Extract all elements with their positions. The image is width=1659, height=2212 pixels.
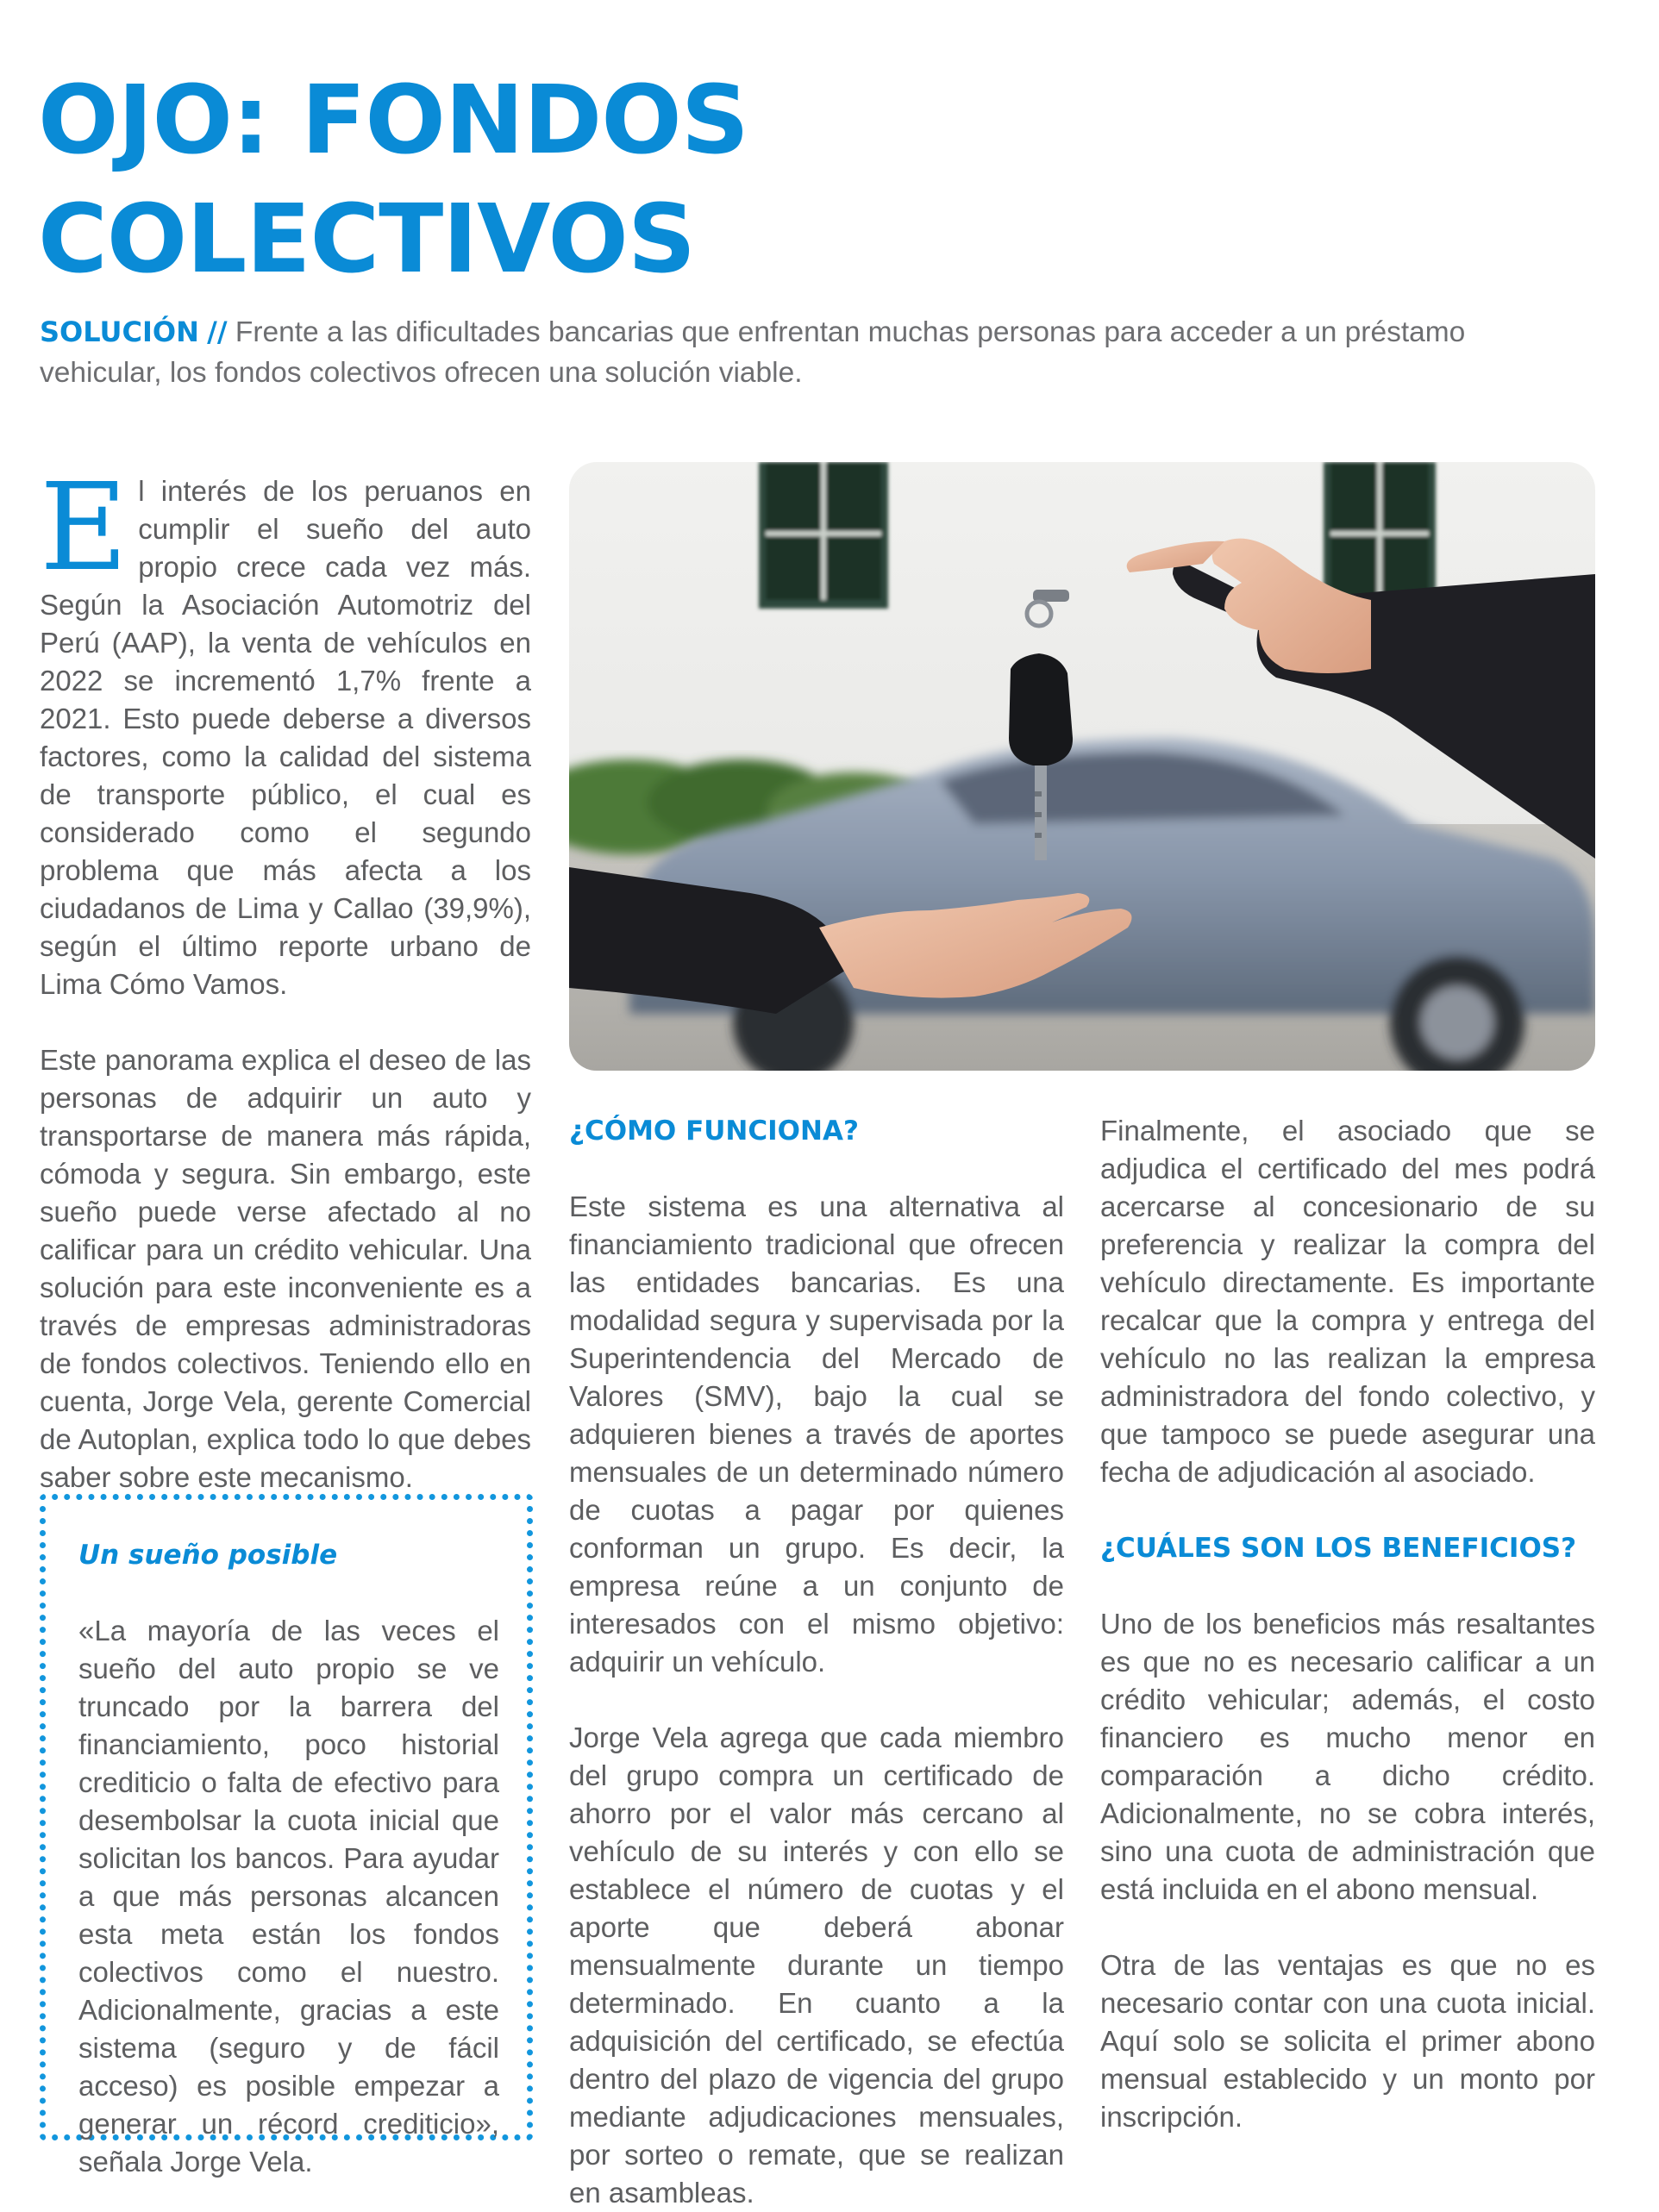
col3-paragraph-2: Uno de los beneficios más resaltantes es que no es necesario calificar a un crédito vehicular; además, el costo financiero es mucho menor en comparación a dicho crédito. Adicionalmente, no se cobra interés, sino una cuota de administración que está incluida en el abono mensual.: [1100, 1608, 1595, 1905]
quote-box-title: Un sueño posible: [78, 1540, 338, 1571]
col1-paragraph-1: [40, 458, 531, 1003]
quote-box-text: «La mayoría de las veces el sueño del auto propio se ve truncado por la barrera del financiamiento, poco historial crediticio o falta de efectivo para desembolsar la cuota inicial que solicitan los bancos. Para ayudar a que más personas alcancen esta meta están los fondos colectivos como el nuestro. Adicionalmente, gracias a este sistema (seguro y de fácil acceso) es posible empezar a generar un récord crediticio», señala Jorge Vela.: [78, 1615, 499, 2178]
title-line-2: COLECTIVOS: [38, 184, 696, 294]
intro-label: SOLUCIÓN: [40, 316, 199, 348]
car-keys-photo: [569, 462, 1595, 1071]
col2-paragraph-1: Este sistema es una alternativa al financiamiento tradicional que ofrecen las entidades bancarias. Es una modalidad segura y supervisada por la Superintendencia del Mercado de Valores (SMV), bajo la cual se adquieren bienes a través de aportes mensuales de un determinado número de cuotas a pagar por quienes conforman un grupo. Es decir, la empresa reúne a un conjunto de interesados con el mismo objetivo: adquirir un vehículo.: [569, 1190, 1064, 1678]
car-keys-illustration: [569, 462, 1595, 1071]
page-title: [38, 60, 1073, 298]
column-2: [569, 1112, 1064, 2212]
col1-paragraph-2: Este panorama explica el deseo de las personas de adquirir un auto y transportarse de manera más rápida, cómoda y segura. Sin embargo, este sueño puede verse afectado al no calificar para un crédito vehicular. Una solución para este inconveniente es a través de empresas administradoras de fondos colectivos. Teniendo ello en cuenta, Jorge Vela, gerente Comercial de Autoplan, explica todo lo que debes saber sobre este mecanismo.: [40, 1044, 531, 1493]
heading-como-funciona: ¿CÓMO FUNCIONA?: [569, 1115, 859, 1147]
column-3: [1100, 1112, 1595, 2136]
intro-deck: [40, 312, 1592, 393]
quote-box: [40, 1494, 533, 2178]
col3-paragraph-3: Otra de las ventajas es que no es necesario contar con una cuota inicial. Aquí solo se solicita el primer abono mensual establecido y un monto por inscripción.: [1100, 1949, 1595, 2133]
col3-paragraph-1: Finalmente, el asociado que se adjudica el certificado del mes podrá acercarse al concesionario de su preferencia y realizar la compra del vehículo directamente. Es importante recalcar que la compra y entrega del vehículo no las realizan la empresa administradora del fondo colectivo, y que tampoco se puede asegurar una fecha de adjudicación al asociado.: [1100, 1115, 1595, 1488]
column-1: [40, 458, 531, 1497]
col2-paragraph-2: Jorge Vela agrega que cada miembro del grupo compra un certificado de ahorro por el valor más cercano al vehículo de su interés y con ello se establece el número de cuotas y el aporte que deberá abonar mensualmente durante un tiempo determinado. En cuanto a la adquisición del certificado, se efectúa dentro del plazo de vigencia del grupo mediante adjudicaciones mensuales, por sorteo o remate, que se realizan en asambleas.: [569, 1721, 1064, 2209]
title-line-1: OJO: FONDOS: [38, 65, 748, 175]
intro-separator: //: [207, 316, 228, 348]
heading-beneficios: ¿CUÁLES SON LOS BENEFICIOS?: [1100, 1533, 1577, 1564]
drop-cap: E: [40, 458, 128, 598]
intro-text: Frente a las dificultades bancarias que enfrentan muchas personas para acceder a un préstamo vehicular, los fondos colectivos ofrecen una solución viable.: [40, 316, 1466, 389]
col1-paragraph-1-text: l interés de los peruanos en cumplir el sueño del auto propio crece cada vez más. Según la Asociación Automotriz del Perú (AAP), la venta de vehículos en 2022 se incrementó 1,7% frente a 2021. Esto puede deberse a diversos factores, como la calidad del sistema de transporte público, el cual es considerado como el segundo problema que más afecta a los ciudadanos de Lima y Callao (39,9%), según el último reporte urbano de Lima Cómo Vamos.: [40, 475, 531, 1000]
